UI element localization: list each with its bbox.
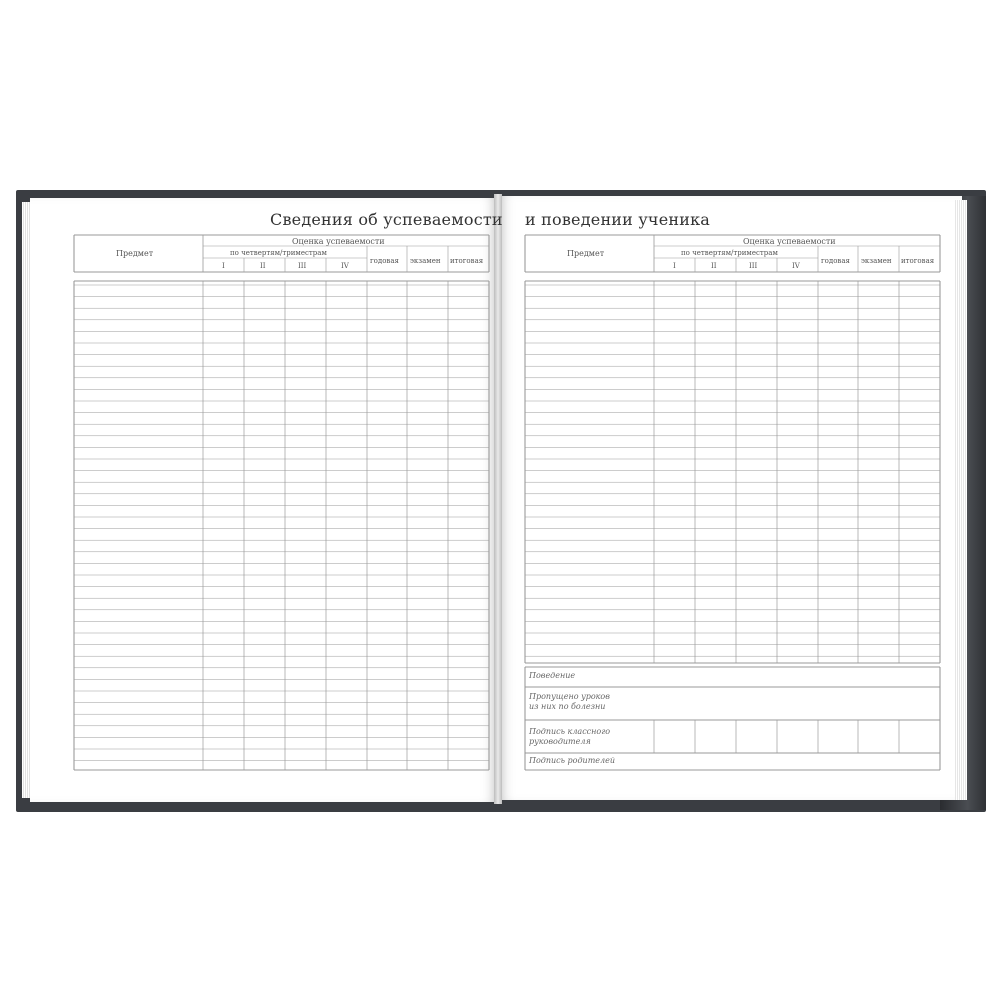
grade-header: Оценка успеваемости <box>292 237 385 246</box>
final-header: итоговая <box>450 257 484 265</box>
period-header: по четвертям/триместрам <box>230 249 327 257</box>
book-gutter <box>494 194 502 804</box>
quarter-4-header: IV <box>341 262 349 270</box>
teacher-signature-label: Подпись классного руководителя <box>529 727 611 746</box>
final-header: итоговая <box>901 257 935 265</box>
parent-signature-label: Подпись родителей <box>529 756 616 765</box>
year-header: годовая <box>821 257 850 265</box>
page-stack-right <box>955 200 967 800</box>
grade-table-grid-left <box>74 235 494 775</box>
exam-header: экзамен <box>410 257 441 265</box>
grade-header: Оценка успеваемости <box>743 237 836 246</box>
quarter-4-header: IV <box>792 262 800 270</box>
quarter-3-header: III <box>749 262 758 270</box>
quarter-1-header: I <box>673 262 676 270</box>
quarter-2-header: II <box>260 262 266 270</box>
missed-lessons-label: Пропущено уроков из них по болезни <box>529 692 610 711</box>
period-header: по четвертям/триместрам <box>681 249 778 257</box>
page-title-right: и поведении ученика <box>525 210 711 229</box>
page-title-left: Сведения об успеваемости <box>270 210 503 229</box>
exam-header: экзамен <box>861 257 892 265</box>
quarter-2-header: II <box>711 262 717 270</box>
subject-header: Предмет <box>116 249 154 258</box>
subject-header: Предмет <box>567 249 605 258</box>
quarter-1-header: I <box>222 262 225 270</box>
quarter-3-header: III <box>298 262 307 270</box>
behavior-label: Поведение <box>529 671 576 680</box>
year-header: годовая <box>370 257 399 265</box>
